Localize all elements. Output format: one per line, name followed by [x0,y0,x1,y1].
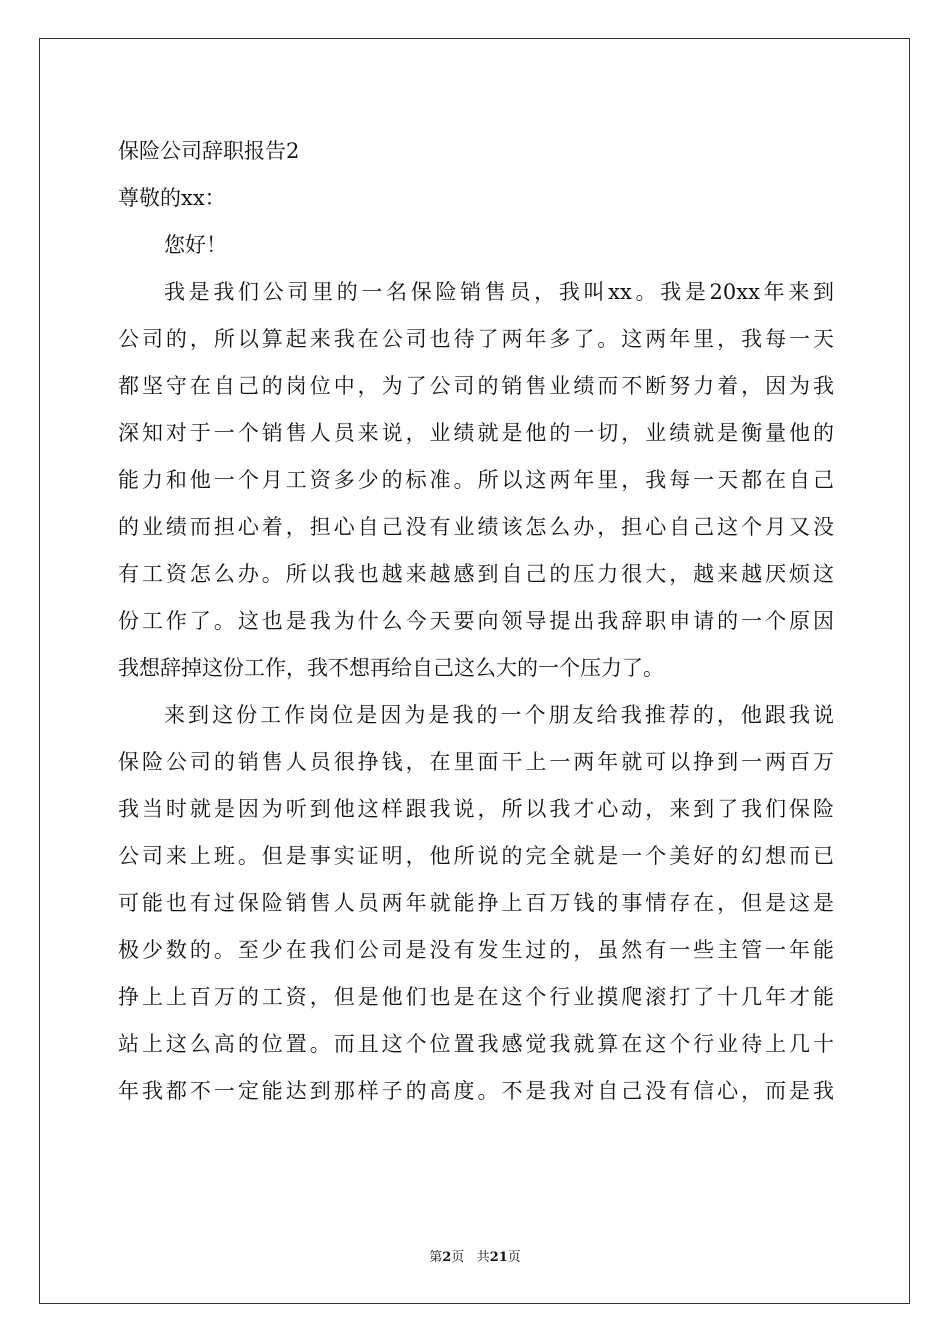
document-body [118,128,834,1115]
body-text [118,269,834,1115]
salutation: 尊敬的xx： [118,186,226,210]
text-line: 我当时就是因为听到他这样跟我说，所以我才心动，来到了我们保险 [118,797,834,821]
greeting: 您好！ [164,233,227,257]
text-line: 深知对于一个销售人员来说，业绩就是他的一切，业绩就是衡量他的 [118,421,834,445]
text-line: 可能也有过保险销售人员两年就能挣上百万钱的事情存在，但是这是 [118,891,834,915]
total-suffix: 页 [507,1250,521,1265]
text-line: 有工资怎么办。所以我也越来越感到自己的压力很大，越来越厌烦这 [118,562,834,586]
page-total: 21 [489,1250,508,1265]
text-line: 站上这么高的位置。而且这个位置我感觉我就算在这个行业待上几十 [118,1032,834,1056]
text-line: 挣上上百万的工资，但是他们也是在这个行业摸爬滚打了十几年才能 [118,985,834,1009]
page-current: 2 [442,1250,452,1265]
total-prefix: 共 [476,1250,490,1265]
text-line: 都坚守在自己的岗位中，为了公司的销售业绩而不断努力着，因为我 [118,374,834,398]
text-line: 公司来上班。但是事实证明，他所说的完全就是一个美好的幻想而已 [118,844,834,868]
text-line: 公司的，所以算起来我在公司也待了两年多了。这两年里，我每一天 [118,327,834,351]
text-line: 我是我们公司里的一名保险销售员，我叫xx。我是20xx年来到 [164,280,834,304]
text-line: 保险公司的销售人员很挣钱，在里面干上一两年就可以挣到一两百万 [118,750,834,774]
text-line: 的业绩而担心着，担心自己没有业绩该怎么办，担心自己这个月又没 [118,515,834,539]
text-line: 能力和他一个月工资多少的标准。所以这两年里，我每一天都在自己 [118,468,834,492]
page-suffix: 页 [451,1250,465,1265]
text-line: 份工作了。这也是我为什么今天要向领导提出我辞职申请的一个原因 [118,609,834,633]
page-prefix: 第 [429,1250,443,1265]
text-line: 我想辞掉这份工作，我不想再给自己这么大的一个压力了。 [118,656,664,680]
text-line: 来到这份工作岗位是因为是我的一个朋友给我推荐的，他跟我说 [164,703,834,727]
text-line: 年我都不一定能达到那样子的高度。不是我对自己没有信心，而是我 [118,1079,834,1103]
page-footer [0,1246,950,1265]
text-line: 极少数的。至少在我们公司是没有发生过的，虽然有一些主管一年能 [118,938,834,962]
document-title: 保险公司辞职报告2 [118,139,300,163]
